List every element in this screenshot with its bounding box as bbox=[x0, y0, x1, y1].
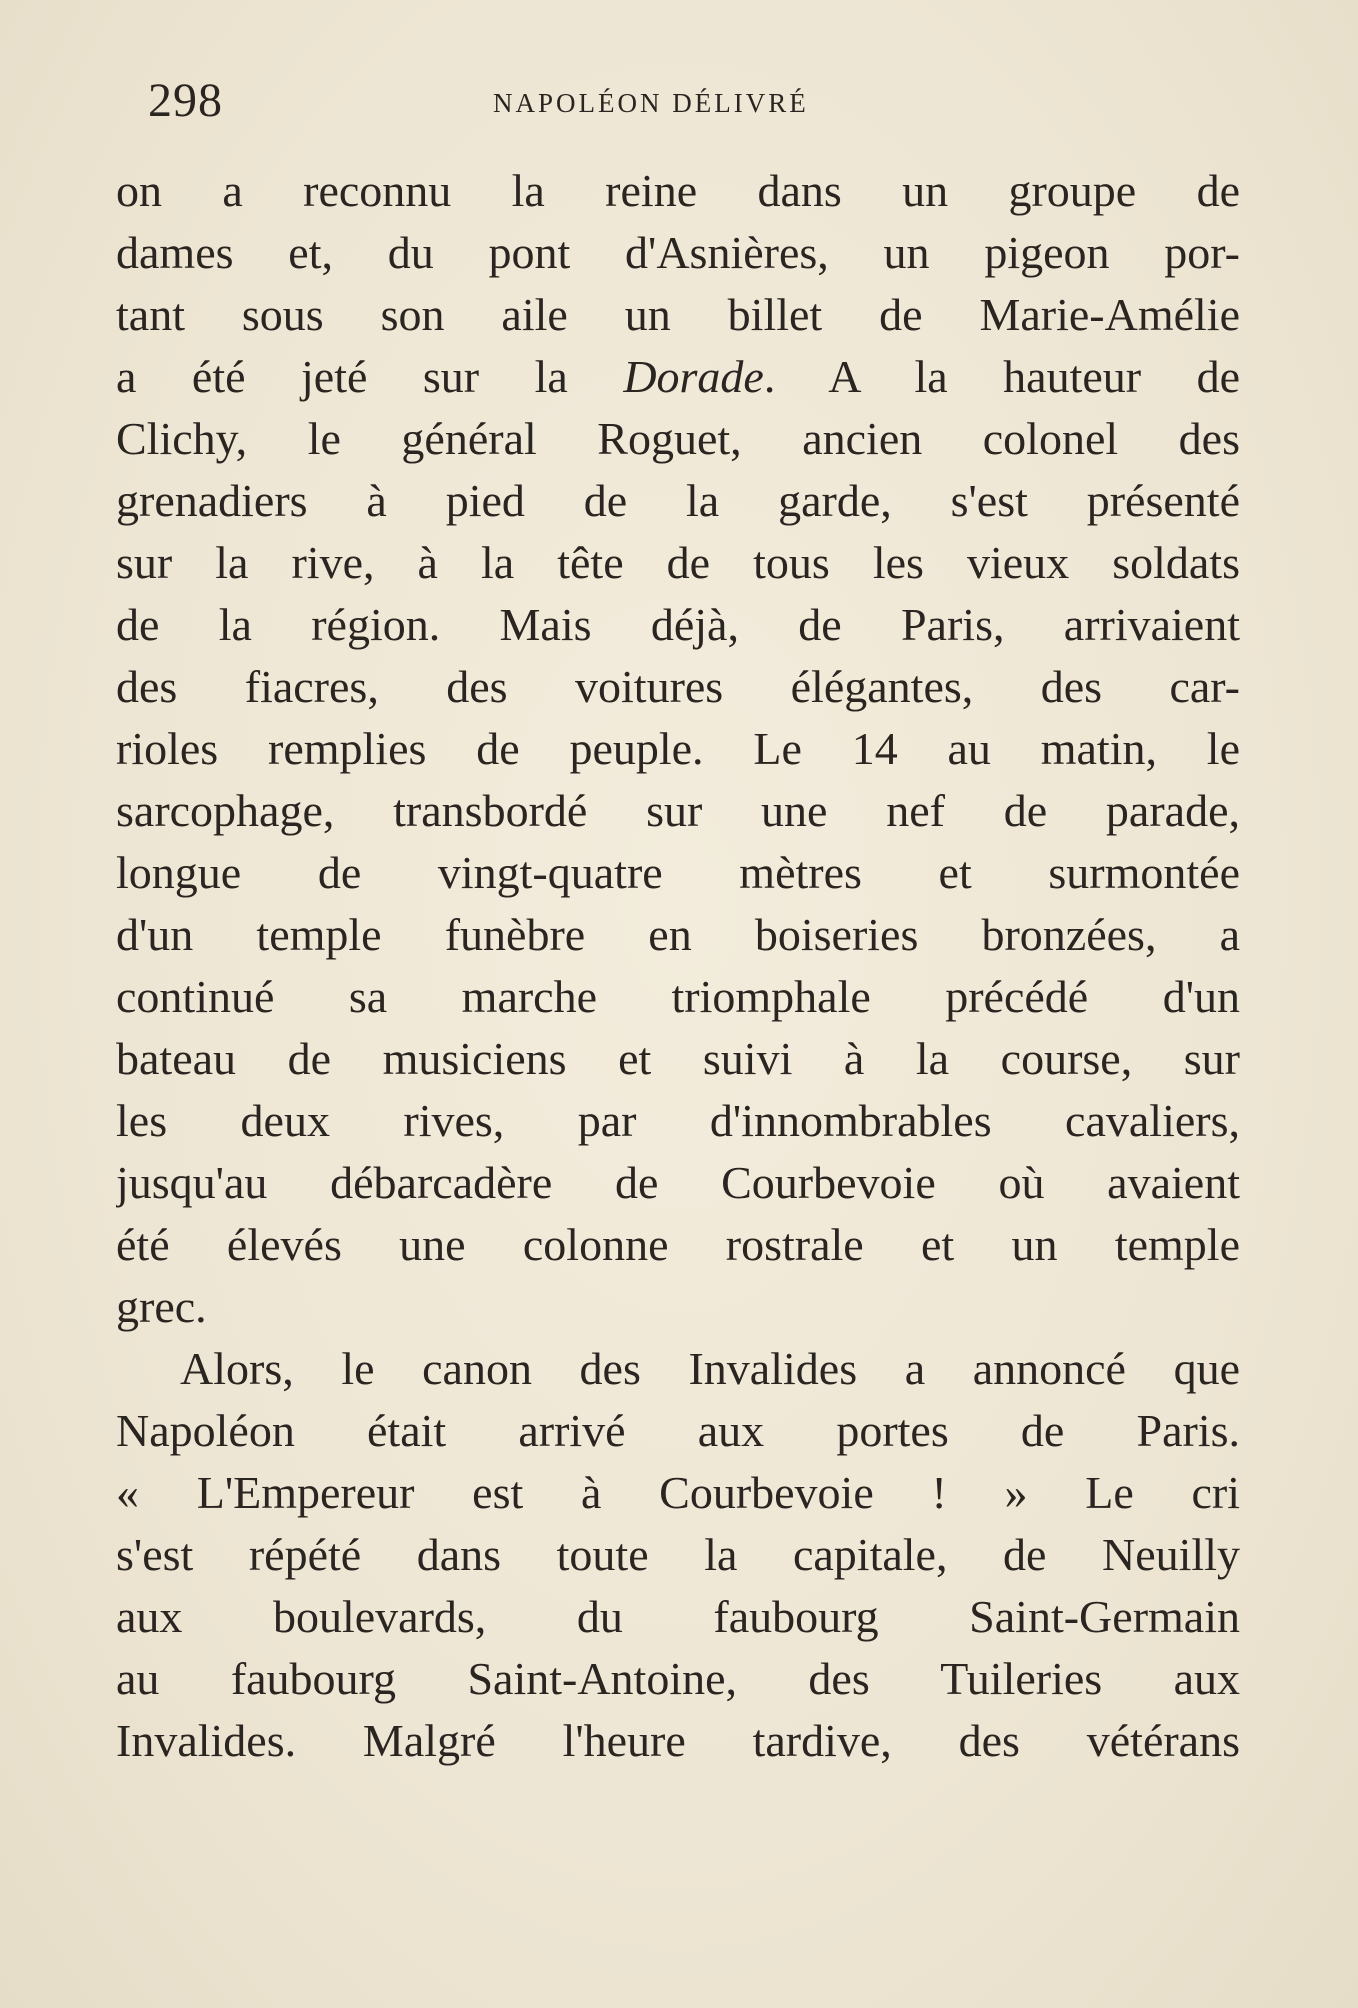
text-line: continué sa marche triomphale précédé d'un bbox=[116, 971, 1240, 1022]
text-line: sarcophage, transbordé sur une nef de parade, bbox=[116, 785, 1240, 836]
running-title: NAPOLÉON DÉLIVRÉ bbox=[493, 88, 809, 118]
text-line: au faubourg Saint-Antoine, des Tuileries aux bbox=[116, 1653, 1240, 1704]
text-line bbox=[116, 346, 1240, 408]
text-line: grenadiers à pied de la garde, s'est présenté bbox=[116, 475, 1240, 526]
text-line: sur la rive, à la tête de tous les vieux soldats bbox=[116, 537, 1240, 588]
text-line: les deux rives, par d'innombrables cavaliers, bbox=[116, 1095, 1240, 1146]
running-head bbox=[148, 66, 1248, 136]
text-line: Napoléon était arrivé aux portes de Paris. bbox=[116, 1405, 1240, 1456]
text-line: rioles remplies de peuple. Le 14 au matin, le bbox=[116, 723, 1240, 774]
text-line: « L'Empereur est à Courbevoie ! » Le cri bbox=[116, 1467, 1240, 1518]
text-line: aux boulevards, du faubourg Saint-Germain bbox=[116, 1591, 1240, 1642]
text-line: été élevés une colonne rostrale et un temple bbox=[116, 1219, 1240, 1270]
text-line: Invalides. Malgré l'heure tardive, des vétérans bbox=[116, 1715, 1240, 1766]
text-line: tant sous son aile un billet de Marie-Amélie bbox=[116, 289, 1240, 340]
text-segment: . A la hauteur de bbox=[763, 351, 1240, 402]
text-line: dames et, du pont d'Asnières, un pigeon por- bbox=[116, 227, 1240, 278]
page-number: 298 bbox=[148, 74, 223, 127]
text-line: s'est répété dans toute la capitale, de Neuilly bbox=[116, 1529, 1240, 1580]
text-line: de la région. Mais déjà, de Paris, arrivaient bbox=[116, 599, 1240, 650]
text-line: on a reconnu la reine dans un groupe de bbox=[116, 165, 1240, 216]
paragraph-start-line: Alors, le canon des Invalides a annoncé que bbox=[180, 1343, 1240, 1394]
text-line: jusqu'au débarcadère de Courbevoie où avaient bbox=[116, 1157, 1240, 1208]
text-line: longue de vingt-quatre mètres et surmontée bbox=[116, 847, 1240, 898]
text-segment: a été jeté sur la bbox=[116, 351, 568, 402]
text-line: des fiacres, des voitures élégantes, des car- bbox=[116, 661, 1240, 712]
text-line: grec. bbox=[116, 1281, 207, 1332]
text-line: d'un temple funèbre en boiseries bronzées, a bbox=[116, 909, 1240, 960]
italic-title: Dorade bbox=[623, 351, 764, 402]
body-text bbox=[116, 160, 1240, 1772]
text-line: Clichy, le général Roguet, ancien colonel des bbox=[116, 413, 1240, 464]
text-line: bateau de musiciens et suivi à la course, sur bbox=[116, 1033, 1240, 1084]
